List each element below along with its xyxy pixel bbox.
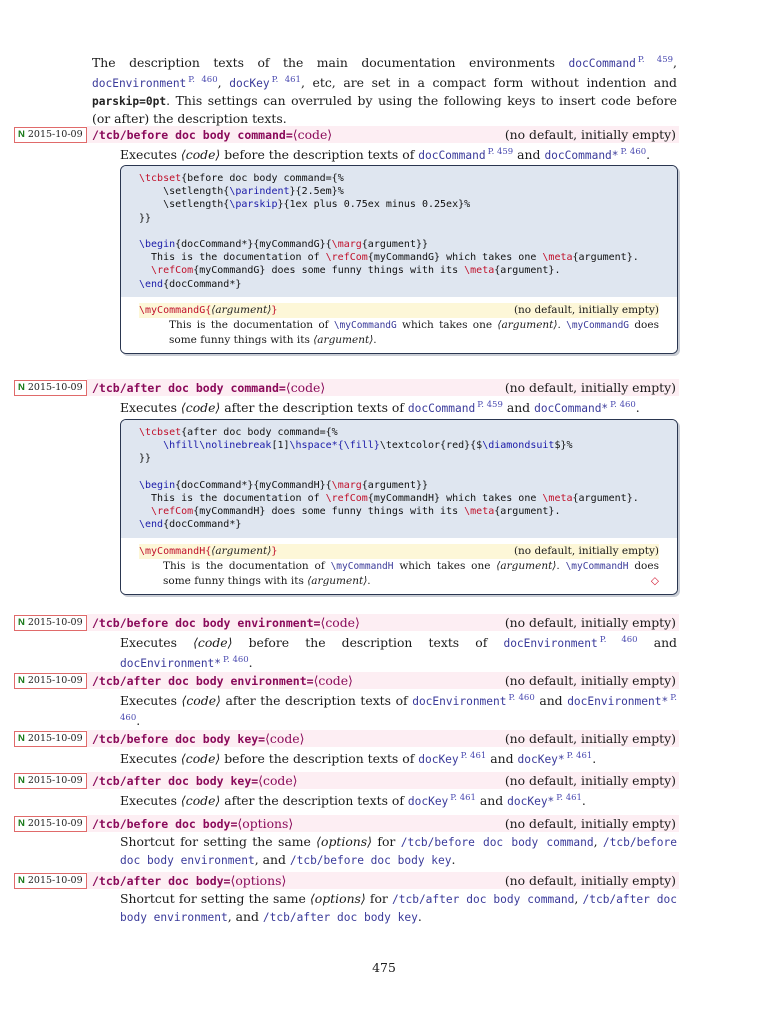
link-docKey[interactable]: docKey bbox=[407, 795, 449, 808]
date-badge: N 2015-10-09 bbox=[14, 773, 87, 789]
link-docEnvironment[interactable]: docEnvironment bbox=[92, 77, 187, 90]
key-default: (no default, initially empty) bbox=[504, 127, 676, 142]
code-line: This is the documentation of \refCom{myCommandH} which takes one \meta{argument}. bbox=[139, 493, 639, 505]
date-badge: N 2015-10-09 bbox=[14, 615, 87, 631]
link-docKey[interactable]: docKey bbox=[418, 753, 459, 766]
command-description: This is the documentation of \myCommandH which takes one ⟨argument⟩. \myCommandH does some funny things with its ⟨argument⟩. ◇ bbox=[163, 559, 659, 587]
date-badge: N 2015-10-09 bbox=[14, 127, 87, 143]
link-docCommand[interactable]: docCommand bbox=[418, 149, 486, 162]
code-line: \setlength{\parindent}{2.5em}% bbox=[139, 186, 344, 198]
date-badge: N 2015-10-09 bbox=[14, 380, 87, 396]
code-line: }} bbox=[139, 453, 152, 465]
link-docKey[interactable]: docKey bbox=[229, 77, 270, 90]
key-description: Shortcut for setting the same ⟨options⟩ for /tcb/before doc body command, /tcb/before doc body environment, and /tcb/before doc body key. bbox=[120, 834, 677, 867]
command-bar bbox=[139, 303, 659, 318]
key-description: Shortcut for setting the same ⟨options⟩ for /tcb/after doc body command, /tcb/after doc body environment, and /tcb/after doc body key. bbox=[120, 891, 677, 924]
output-area-1 bbox=[121, 297, 677, 353]
intro-text-3: . This settings can overruled by using the following keys to insert code before (or after) the description texts. bbox=[92, 93, 677, 126]
command-name: \myCommandH{⟨argument⟩} bbox=[139, 544, 278, 557]
date-badge: N 2015-10-09 bbox=[14, 816, 87, 832]
date-badge: N 2015-10-09 bbox=[14, 731, 87, 747]
code-line: }} bbox=[139, 212, 152, 224]
code-line bbox=[139, 466, 659, 479]
link-docEnvironment-star[interactable]: docEnvironment* bbox=[567, 695, 669, 708]
link-before-doc-body-command[interactable]: /tcb/before doc body command bbox=[400, 836, 594, 849]
page-ref[interactable]: P. 460 bbox=[223, 655, 249, 665]
command-default: (no default, initially empty) bbox=[513, 544, 659, 557]
code-line: \refCom{myCommandG} does some funny things with its \meta{argument}. bbox=[151, 265, 561, 277]
key-description: Executes ⟨code⟩ after the description texts of docKey $^{P. 461}$ and docKey* $^{P. 461}$. bbox=[120, 793, 586, 808]
command-default: (no default, initially empty) bbox=[513, 303, 659, 316]
code-line: \hfill\nolinebreak[1]\hspace*{\fill}\textcolor{red}{$\diamondsuit$}% bbox=[139, 440, 573, 452]
page-ref[interactable]: P. 461 bbox=[556, 793, 582, 803]
code-line: \setlength{\parskip}{1ex plus 0.75ex minus 0.25ex}% bbox=[139, 199, 471, 211]
parskip-code: parskip=0pt bbox=[92, 95, 167, 108]
code-line: \end{docCommand*} bbox=[139, 519, 242, 531]
page-ref[interactable]: P. 461 bbox=[566, 751, 593, 761]
code-line: \begin{docCommand*}{myCommandG}{\marg{argument}} bbox=[139, 239, 429, 251]
key-name: /tcb/after doc body command=⟨code⟩ bbox=[92, 380, 326, 395]
link-docCommand-star[interactable]: docCommand* bbox=[534, 402, 609, 415]
page-ref[interactable]: P. 460 bbox=[610, 400, 636, 410]
output-area-2 bbox=[121, 538, 677, 594]
key-default: (no default, initially empty) bbox=[504, 615, 676, 630]
page-ref[interactable]: P. 461 bbox=[271, 75, 301, 85]
command-bar bbox=[139, 544, 659, 559]
key-default: (no default, initially empty) bbox=[504, 731, 676, 746]
date-badge: N 2015-10-09 bbox=[14, 873, 87, 889]
key-description: Executes ⟨code⟩ after the description texts of docCommand $^{P. 459}$ and docCommand* $^{P. 460}$. bbox=[120, 400, 640, 415]
page-ref[interactable]: P. 459 bbox=[637, 55, 674, 65]
key-name: /tcb/before doc body command=⟨code⟩ bbox=[92, 127, 333, 142]
code-line: \refCom{myCommandH} does some funny things with its \meta{argument}. bbox=[151, 506, 561, 518]
page-ref[interactable]: P. 459 bbox=[477, 400, 503, 410]
key-description: Executes ⟨code⟩ before the description texts of docEnvironment $^{P. 460}$ and docEnvironment* $^{P. 460}$. bbox=[120, 635, 677, 670]
link-myCommandG[interactable]: \myCommandG bbox=[333, 319, 397, 331]
page-ref[interactable]: P. 460 bbox=[599, 635, 638, 645]
key-description: Executes ⟨code⟩ before the description texts of docKey $^{P. 461}$ and docKey* $^{P. 461}$. bbox=[120, 751, 597, 766]
page-ref[interactable]: P. 460 bbox=[120, 693, 677, 723]
key-name: /tcb/before doc body=⟨options⟩ bbox=[92, 816, 294, 831]
link-docKey-star[interactable]: docKey* bbox=[517, 753, 565, 766]
link-myCommandH[interactable]: \myCommandH bbox=[565, 560, 629, 572]
code-line: \begin{docCommand*}{myCommandH}{\marg{argument}} bbox=[139, 479, 429, 491]
code-line: \tcbset{after doc body command={% bbox=[139, 427, 338, 438]
link-docEnvironment[interactable]: docEnvironment bbox=[503, 637, 598, 650]
link-myCommandH[interactable]: \myCommandH bbox=[330, 560, 394, 572]
code-line: \tcbset{before doc body command={% bbox=[139, 173, 344, 184]
key-default: (no default, initially empty) bbox=[504, 773, 676, 788]
page-ref[interactable]: P. 460 bbox=[188, 75, 218, 85]
link-before-doc-body-key[interactable]: /tcb/before doc body key bbox=[289, 854, 452, 867]
page-ref[interactable]: P. 461 bbox=[450, 793, 476, 803]
link-docCommand-star[interactable]: docCommand* bbox=[544, 149, 619, 162]
link-before-doc-body-environment[interactable]: /tcb/before doc body environment bbox=[120, 836, 677, 867]
intro-text-2: , etc, are set in a compact form without indention and bbox=[300, 75, 677, 90]
key-name: /tcb/after doc body environment=⟨code⟩ bbox=[92, 673, 353, 688]
link-after-doc-body-command[interactable]: /tcb/after doc body command bbox=[392, 893, 575, 906]
page-ref[interactable]: P. 461 bbox=[460, 751, 487, 761]
example-box-1 bbox=[120, 165, 678, 354]
key-name: /tcb/after doc body key=⟨code⟩ bbox=[92, 773, 298, 788]
key-default: (no default, initially empty) bbox=[504, 873, 676, 888]
code-listing-2 bbox=[121, 420, 677, 538]
example-box-2 bbox=[120, 419, 678, 595]
command-name: \myCommandG{⟨argument⟩} bbox=[139, 303, 278, 316]
link-docEnvironment[interactable]: docEnvironment bbox=[412, 695, 507, 708]
link-after-doc-body-key[interactable]: /tcb/after doc body key bbox=[262, 911, 418, 924]
code-line: \end{docCommand*} bbox=[139, 278, 242, 290]
page-number: 475 bbox=[372, 960, 396, 975]
link-myCommandG[interactable]: \myCommandG bbox=[566, 319, 630, 331]
key-description: Executes ⟨code⟩ before the description texts of docCommand $^{P. 459}$ and docCommand* $^{P. 460}$. bbox=[120, 147, 651, 162]
key-name: /tcb/before doc body key=⟨code⟩ bbox=[92, 731, 305, 746]
page-ref[interactable]: P. 460 bbox=[620, 147, 647, 157]
link-docKey-star[interactable]: docKey* bbox=[507, 795, 555, 808]
key-description: Executes ⟨code⟩ after the description texts of docEnvironment $^{P. 460}$ and docEnvironment* $^{P. 460}$. bbox=[120, 693, 677, 728]
link-docEnvironment-star[interactable]: docEnvironment* bbox=[120, 657, 222, 670]
page-ref[interactable]: P. 460 bbox=[508, 693, 535, 703]
link-docCommand[interactable]: docCommand bbox=[568, 57, 636, 70]
key-name: /tcb/before doc body environment=⟨code⟩ bbox=[92, 615, 360, 630]
intro-text-1: The description texts of the main documentation environments bbox=[92, 55, 555, 70]
key-default: (no default, initially empty) bbox=[504, 673, 676, 688]
command-description: This is the documentation of \myCommandG which takes one ⟨argument⟩. \myCommandG does some funny things with its ⟨argument⟩. bbox=[169, 318, 659, 346]
page-ref[interactable]: P. 459 bbox=[487, 147, 514, 157]
code-line: This is the documentation of \refCom{myCommandG} which takes one \meta{argument}. bbox=[139, 252, 639, 264]
key-name: /tcb/after doc body=⟨options⟩ bbox=[92, 873, 287, 888]
code-listing-1 bbox=[121, 166, 677, 297]
date-badge: N 2015-10-09 bbox=[14, 673, 87, 689]
intro-paragraph: The description texts of the main documentation environments docCommand $^{P. 459}$, docEnvironment $^{P. 460}$, docKey $^{P. 461}$, etc, are set in a compact form without indention and parskip=0pt. This settings can overruled by using the following keys to insert code before (or after) the description texts. bbox=[92, 55, 677, 126]
link-docCommand[interactable]: docCommand bbox=[407, 402, 476, 415]
key-default: (no default, initially empty) bbox=[504, 380, 676, 395]
link-after-doc-body-environment[interactable]: /tcb/after doc body environment bbox=[120, 893, 677, 924]
code-line bbox=[139, 225, 659, 238]
diamond-icon: ◇ bbox=[650, 574, 659, 587]
key-default: (no default, initially empty) bbox=[504, 816, 676, 831]
